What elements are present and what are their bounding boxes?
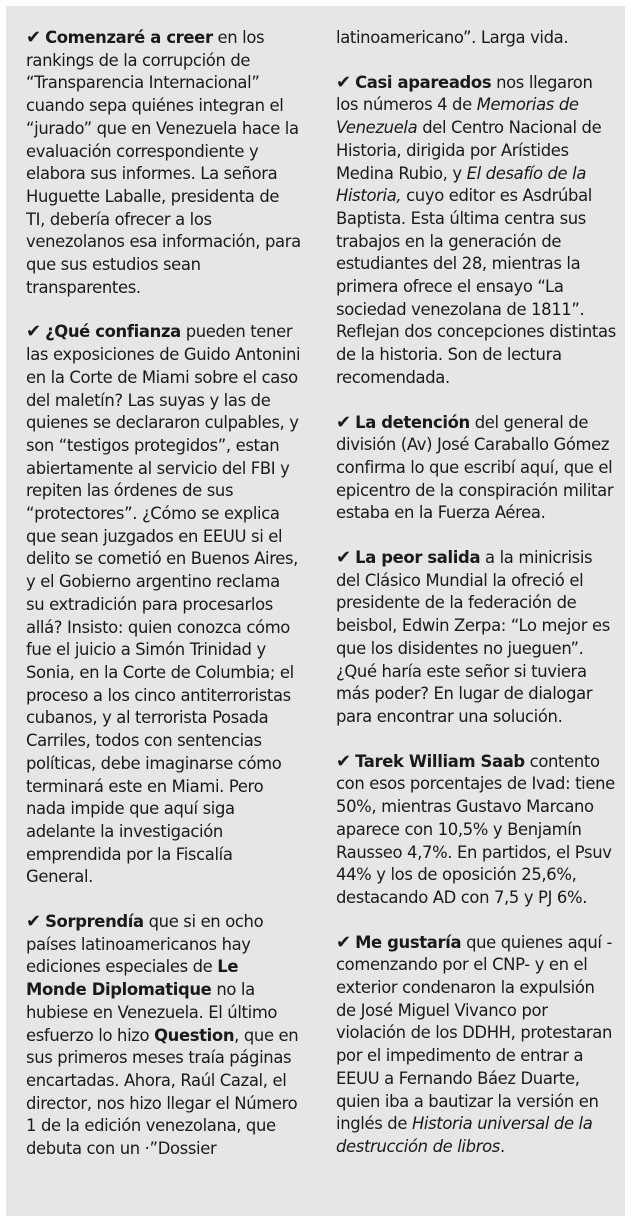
publication-title: El desafío de la Historia, <box>336 163 587 206</box>
check-icon: ✔ <box>26 911 42 933</box>
item-lead: Me gustaría <box>355 932 462 952</box>
item-comenzare <box>26 27 302 299</box>
item-text: a la minicrisis del Clásico Mundial la ofreció el presidente de la federación de beisbol, Edwin Zerpa: “Lo mejor es que los disidentes no jueguen”. ¿Qué haría este señor si tuviera más poder? En lugar de dialogar para encontrar una solución. <box>336 548 610 726</box>
item-lead: Casi apareados <box>355 72 492 92</box>
check-icon: ✔ <box>26 321 42 343</box>
item-text: en los rankings de la corrupción de “Transparencia Internacional” cuando sepa quiénes integran el “jurado” que en Venezuela hace la evaluación correspondiente y elabora sus informes. La señora Huguette Laballe, presidenta de TI, debería ofrecer a los venezolanos esa información, para que sus estudios sean transparentes. <box>26 28 301 297</box>
item-text: que quienes aquí -comenzando por el CNP- y en el exterior condenaron la expulsión de José Miguel Vivanco por violación de los DDHH, protestaran por el impedimento de entrar a EEUU a Fernando Báez Duarte, quien iba a bautizar la versión en inglés de <box>336 932 613 1134</box>
publication-name: Le Monde Diplomatique <box>26 957 239 1000</box>
right-column <box>336 6 616 1181</box>
item-lead: Sorprendía <box>45 912 144 932</box>
item-text: contento con esos porcentajes de Ivad: tiene 50%, mientras Gustavo Marcano aparece con 10,5% y Benjamín Rausseo 4,7%. En partidos, el Psuv 44% y los de oposición 25,6%, destacando AD con 7,5 y PJ 6%. <box>336 751 615 907</box>
item-lead: La detención <box>355 412 470 432</box>
item-lead: La peor salida <box>355 548 481 568</box>
check-icon: ✔ <box>336 547 352 569</box>
check-icon: ✔ <box>336 411 352 433</box>
publication-name: Question <box>154 1025 235 1045</box>
item-text: que si en ocho países latinoamericanos hay ediciones especiales de <box>26 912 264 977</box>
check-icon: ✔ <box>336 750 352 772</box>
item-text: pueden tener las exposiciones de Guido Antonini en la Corte de Miami sobre el caso del maletín? Las suyas y las de quienes se declararon culpables, y son “testigos protegidos”, estan abiertamente al servicio del FBI y repiten las órdenes de sus “protectores”. ¿Cómo se explica que sean juzgados en EEUU si el delito se cometió en Buenos Aires, y el Gobierno argentino reclama su extradición para procesarlos allá? Insisto: quien conozca cómo fue el juicio a Simón Trinidad y Sonia, en la Corte de Columbia; el proceso a los cinco antiterroristas cubanos, y al terrorista Posada Carriles, todos con sentencias políticas, debe imaginarse cómo terminará este en Miami. Pero nada impide que aquí siga adelante la investigación emprendida por la Fiscalía General. <box>26 322 301 887</box>
item-text: latinoamericano”. Larga vida. <box>336 28 569 47</box>
item-lead: ¿Qué confianza <box>45 322 181 342</box>
item-lead: Tarek William Saab <box>355 751 525 771</box>
item-la-peor-salida <box>336 547 616 729</box>
item-text: , que en sus primeros meses traía páginas encartadas. Ahora, Raúl Cazal, el director, nos hizo llegar el Número 1 de la edición venezolana, que debuta con un ·”Dossier <box>26 1025 299 1159</box>
item-sorprendia <box>26 911 302 1161</box>
publication-title: Memorias de Venezuela <box>336 95 579 138</box>
check-icon: ✔ <box>336 931 352 953</box>
item-text: del general de división (Av) José Caraballo Gómez confirma lo que escribí aquí, que el epicentro de la conspiración militar estaba en la Fuerza Aérea. <box>336 412 614 523</box>
page <box>6 6 625 1216</box>
item-text: nos llegaron los números 4 de <box>336 72 593 115</box>
item-text: no la hubiese en Venezuela. El último esfuerzo lo hizo <box>26 980 278 1045</box>
item-lead: Comenzaré a creer <box>45 28 213 47</box>
item-continuation <box>336 27 616 50</box>
item-la-detencion <box>336 412 616 526</box>
item-text: del Centro Nacional de Historia, dirigida por Arístides Medina Rubio, y <box>336 118 602 183</box>
item-tarek-william-saab <box>336 751 616 910</box>
check-icon: ✔ <box>26 27 42 48</box>
item-me-gustaria <box>336 932 616 1159</box>
item-text: . <box>499 1136 505 1156</box>
check-icon: ✔ <box>336 71 352 93</box>
item-que-confianza <box>26 321 302 889</box>
item-casi-apareados <box>336 72 616 390</box>
item-text: cuyo editor es Asdrúbal Baptista. Esta última centra sus trabajos en la generación de estudiantes del 28, mientras la primera ofrece el ensayo “La sociedad venezolana de 1811”. Reflejan dos concepciones distintas de la historia. Son de lectura recomendada. <box>336 186 616 387</box>
publication-title: Historia universal de la destrucción de libros <box>336 1114 593 1156</box>
left-column <box>26 6 302 1183</box>
